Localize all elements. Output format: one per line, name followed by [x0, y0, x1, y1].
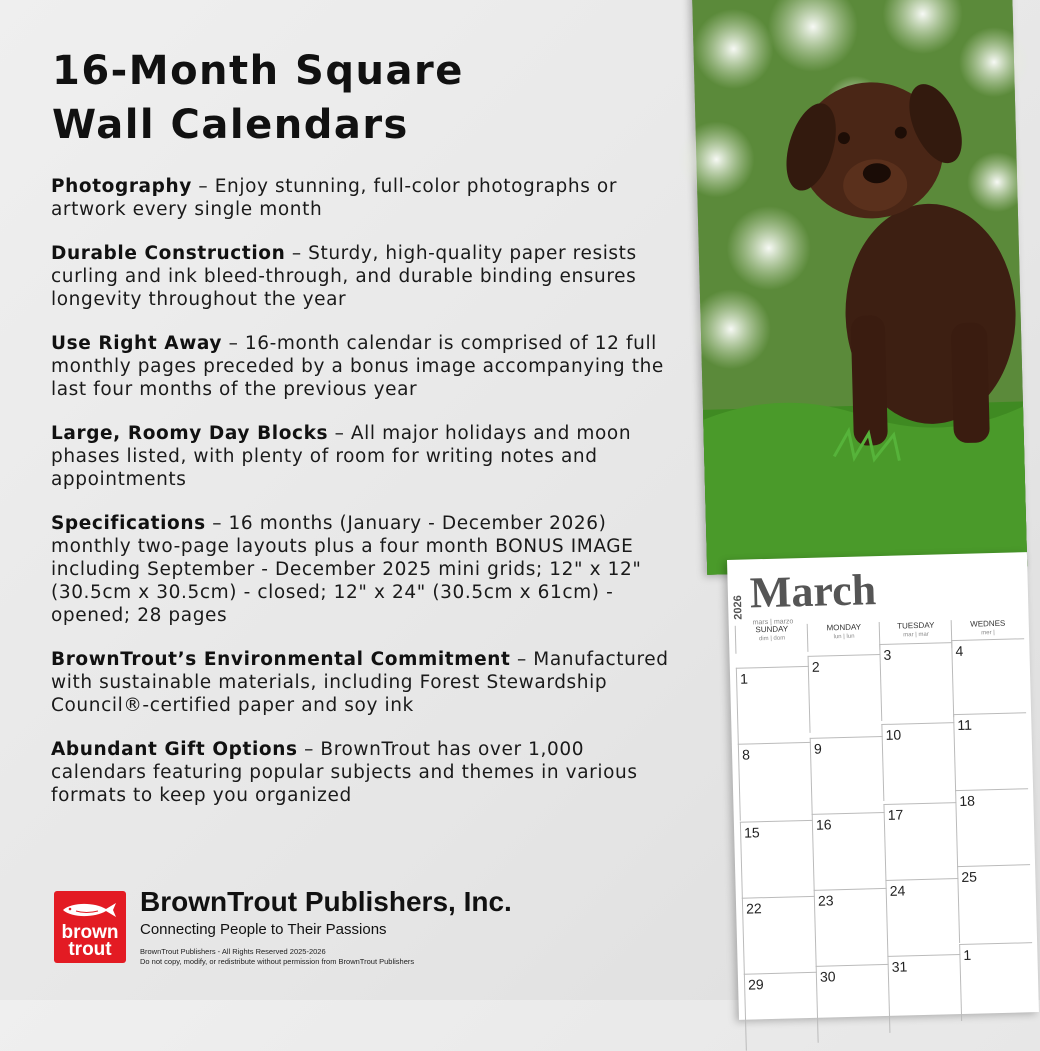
date-cell: 16 [812, 812, 887, 891]
feature-use-right-away [51, 332, 676, 401]
feature-text: – 16-month calendar is comprised of 12 full monthly pages preceded by a bonus image accompanying the last four months of the previous year [51, 333, 664, 400]
date-cell: 4 [951, 638, 1026, 717]
day-header-sunday [735, 624, 809, 654]
feature-specifications [51, 512, 676, 627]
day-sub: lun | lun [833, 633, 855, 641]
date-cell: 29 [744, 972, 819, 1051]
day-name: SUNDAY [755, 624, 789, 635]
feature-label: Photography [51, 176, 192, 197]
title-line-2: Wall Calendars [52, 102, 409, 148]
date-cell: 24 [885, 878, 960, 957]
date-cell: 3 [879, 642, 954, 721]
day-sub: mer | [981, 630, 995, 637]
day-name: WEDNES [970, 618, 1006, 629]
page-title [52, 44, 464, 152]
feature-text: – All major holidays and moon phases listed, with plenty of room for writing notes and appointments [51, 423, 632, 490]
title-line-1: 16-Month Square [52, 48, 464, 94]
feature-text: – Enjoy stunning, full-color photographs or artwork every single month [51, 176, 618, 220]
trout-fish-icon [60, 899, 120, 921]
browntrout-logo [54, 891, 126, 963]
fine-print [140, 947, 414, 967]
feature-label: Abundant Gift Options [51, 739, 298, 760]
puppy-photo [692, 0, 1027, 575]
date-cell: 11 [953, 712, 1028, 791]
date-cell: 31 [887, 954, 962, 1033]
chocolate-lab-puppy-image [692, 0, 1027, 575]
date-cell: 17 [883, 802, 958, 881]
calendar-grid-page [727, 552, 1039, 1020]
date-cell: 22 [742, 896, 817, 975]
feature-text: – BrownTrout has over 1,000 calendars featuring popular subjects and themes in various formats to keep you organized [51, 739, 638, 806]
date-cell: 9 [810, 736, 885, 815]
feature-gift-options [51, 738, 676, 807]
feature-text: – 16 months (January - December 2026) monthly two-page layouts plus a four month BONUS IMAGE including September - December 2025 mini grids; 12" x 12" (30.5cm x 30.5cm) - closed; 12" x 24" (30.5cm x 61cm) - opened; 28 pages [51, 513, 642, 626]
day-sub: dim | dom [758, 635, 786, 643]
feature-list [51, 175, 676, 828]
calendar-month-translation: mars | marzo [752, 618, 794, 627]
logo-text-trout: trout [68, 939, 112, 960]
date-cell: 30 [816, 964, 891, 1043]
logo-text-brown: brown [61, 922, 119, 943]
date-cell: 15 [740, 820, 815, 899]
day-name: TUESDAY [897, 620, 935, 631]
date-cell: 25 [957, 864, 1032, 943]
calendar-year: 2026 [731, 595, 745, 620]
feature-environmental [51, 648, 676, 717]
day-name: MONDAY [826, 622, 862, 633]
feature-label: Use Right Away [51, 333, 223, 354]
date-cell: 1 [959, 942, 1034, 1021]
date-cell: 10 [881, 722, 956, 801]
feature-label: Durable Construction [51, 243, 286, 264]
publisher-name: BrownTrout Publishers, Inc. [140, 886, 512, 917]
feature-text: – Sturdy, high-quality paper resists curling and ink bleed-through, and durable binding ensures longevity throughout the year [51, 243, 637, 310]
publisher-tagline: Connecting People to Their Passions [140, 921, 387, 938]
day-sub: mar | mar [903, 631, 929, 639]
calendar-month: March [749, 565, 877, 618]
day-header-monday [807, 622, 881, 652]
permission-line: Do not copy, modify, or redistribute without permission from BrownTrout Publishers [140, 957, 415, 966]
date-cell: 1 [736, 666, 811, 745]
feature-day-blocks [51, 422, 676, 491]
feature-photography [51, 175, 676, 221]
date-cell: 23 [814, 888, 889, 967]
date-cell: 8 [738, 742, 813, 821]
feature-text: – Manufactured with sustainable materials, including Forest Stewardship Council®-certified paper and soy ink [51, 649, 669, 716]
date-cell: 2 [808, 654, 883, 733]
feature-label: Large, Roomy Day Blocks [51, 423, 329, 444]
feature-durable-construction [51, 242, 676, 311]
copyright-line: BrownTrout Publishers - All Rights Reserved 2025-2026 [140, 947, 326, 956]
feature-label: Specifications [51, 513, 206, 534]
feature-label: BrownTrout’s Environmental Commitment [51, 649, 511, 670]
date-cell: 18 [955, 788, 1030, 867]
